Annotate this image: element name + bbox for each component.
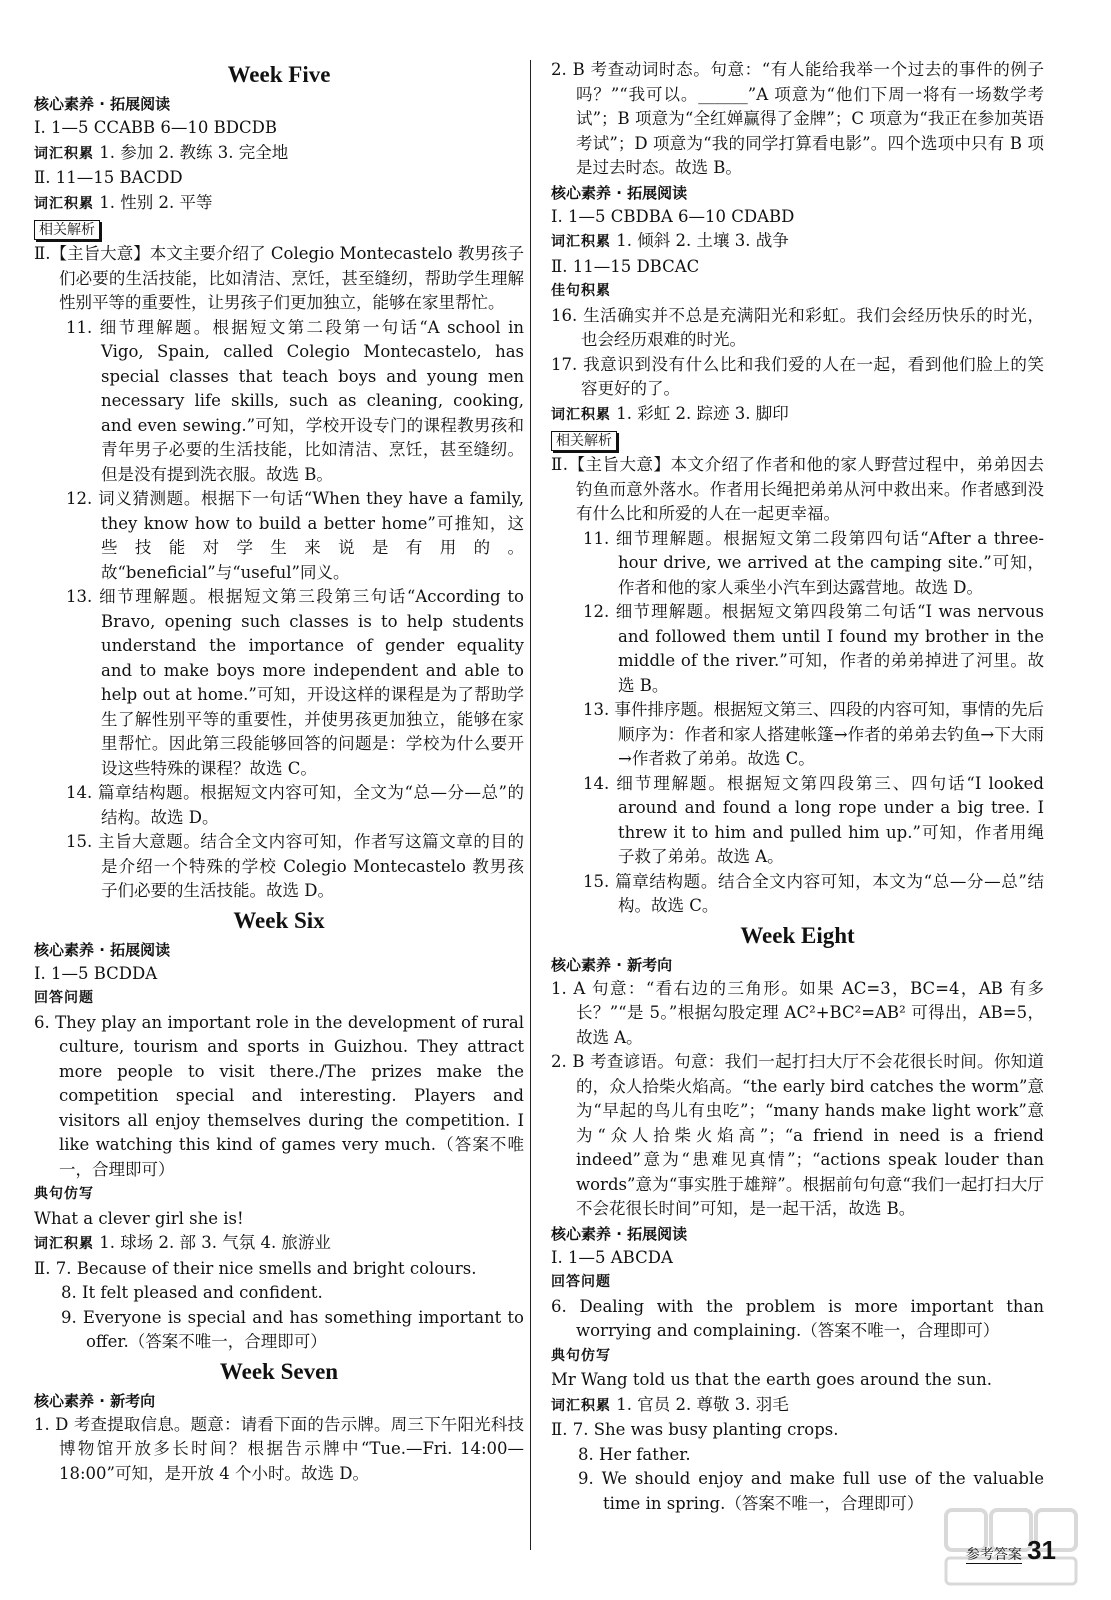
section-heading: 核心素养 · 拓展阅读 (551, 1224, 688, 1243)
explanation-item: 13. 细节理解题。根据短文第三段第三句话“According to Bravo, opening such classes is to help students understand the importance of gender equality and to make boys more independent and able to help out at home.”可知，开设这样的课程是为了帮助学生了解性别平等的重要性，并使男孩更加独立，能够在家里帮忙。因此第三段能够回答的问题是：学校为什么要开设这些特殊的课程？故选 C。 (66, 587, 524, 778)
vocab-label: 词汇积累 (551, 406, 611, 423)
answer-line: Ⅱ. 11—15 DBCAC (551, 256, 700, 276)
main-idea: Ⅱ.【主旨大意】本文介绍了作者和他的家人野营过程中，弟弟因去钓鱼而意外落水。作者用长绳把弟弟从河中救出来。作者感到没有什么比和所爱的人在一起更幸福。 (551, 455, 1044, 523)
subheading: 回答问题 (551, 1274, 611, 1290)
explanation-item: 11. 细节理解题。根据短文第二段第四句话“After a three-hour drive, we arrived at the camping site.”可知，作者和他的家人乘坐小汽车到达露营地。故选 D。 (583, 528, 1044, 597)
answer-item: 6. They play an important role in the development of rural culture, tourism and sports in Guizhou. They attract more people to visit there./The prizes make the competition special and interesting. Players and visitors all enjoy themselves during the competition. I like watching this kind of games very much.（答案不唯一，合理即可） (34, 1012, 524, 1179)
vocab-label: 词汇积累 (34, 145, 94, 162)
explanation-item: 13. 事件排序题。根据短文第三、四段的内容可知，事情的先后顺序为：作者和家人搭建帐篷→作者的弟弟去钓鱼→下大雨→作者救了弟弟。故选 C。 (583, 700, 1044, 768)
vocab-items: 1. 彩虹 2. 踪迹 3. 脚印 (611, 403, 789, 423)
column-divider (530, 60, 531, 1550)
vocab-items: 1. 球场 2. 部 3. 气氛 4. 旅游业 (94, 1233, 331, 1252)
answer-item: 9. Everyone is special and has something important to offer.（答案不唯一，合理即可） (61, 1307, 524, 1351)
page-footer (965, 1535, 1056, 1568)
main-idea: Ⅱ.【主旨大意】本文主要介绍了 Colegio Montecastelo 教男孩子们必要的生活技能，比如清洁、烹饪，甚至缝纫，帮助学生理解性别平等的重要性，让男孩子们更加独立，能够在家里帮忙。 (34, 244, 524, 312)
answer-item: 17. 我意识到没有什么比和我们爱的人在一起，看到他们脸上的笑容更好的了。 (551, 354, 1044, 398)
explanation-item: 15. 篇章结构题。结合全文内容可知，本文为“总—分—总”结构。故选 C。 (583, 871, 1044, 915)
answer-item: Ⅱ. 7. She was busy planting crops. (551, 1420, 839, 1439)
vocab-label: 词汇积累 (551, 234, 611, 250)
explanation-item: 12. 细节理解题。根据短文第四段第二句话“I was nervous and followed them until I found my brother in the middle of the river.”可知，作者的弟弟掉进了河里。故选 B。 (583, 602, 1044, 695)
section-heading: 核心素养 · 新考向 (551, 955, 673, 974)
subheading: 回答问题 (34, 990, 94, 1006)
subheading: 典句仿写 (34, 1186, 94, 1202)
footer-label: 参考答案 (965, 1547, 1022, 1563)
answer-line: Ⅰ. 1—5 ABCDA (551, 1247, 673, 1267)
week-five-title: Week Five (227, 62, 331, 87)
vocab-label: 词汇积累 (551, 1397, 611, 1414)
imitation-sentence: Mr Wang told us that the earth goes around the sun. (551, 1370, 992, 1389)
section-heading: 核心素养 · 拓展阅读 (34, 940, 171, 959)
vocab-items: 1. 参加 2. 教练 3. 完全地 (94, 142, 289, 162)
vocab-line (34, 191, 524, 217)
vocab-line (551, 229, 1044, 255)
vocab-items: 1. 倾斜 2. 土壤 3. 战争 (611, 231, 789, 250)
answer-item: 2. B 考查动词时态。句意：“有人能给我举一个过去的事件的例子吗？”“我可以。______”A 项意为“他们下周一将有一场数学考试”；B 项意为“全红婵赢得了金牌”；C 项意为“我正在参加英语考试”；D 项意为“我的同学打算看电影”。四个选项中只有 B 项是过去时态。故选 B。 (551, 60, 1044, 177)
explanation-item: 11. 细节理解题。根据短文第二段第一句话“A school in Vigo, Spain, called Colegio Montecastelo, has special classes that teach boys and young men necessary life skills, such as cleaning, cooking, and even sewing.”可知，学校开设专门的课程教男孩和青年男子必要的生活技能，比如清洁、烹饪，甚至缝纫。但是没有提到洗衣服。故选 B。 (66, 317, 524, 484)
analysis-tag: 相关解析 (34, 220, 100, 240)
analysis-tag: 相关解析 (551, 431, 617, 451)
vocab-label: 词汇积累 (34, 1236, 94, 1252)
answer-item: 8. It felt pleased and confident. (61, 1283, 323, 1302)
answer-item: 1. D 考查提取信息。题意：请看下面的告示牌。周三下午阳光科技博物馆开放多长时间？根据告示牌中“Tue.—Fri. 14:00—18:00”可知，是开放 4 个小时。故选 D。 (34, 1414, 524, 1483)
vocab-items: 1. 官员 2. 尊敬 3. 羽毛 (611, 1394, 789, 1414)
page-number: 31 (1027, 1535, 1056, 1565)
answer-item: 2. B 考查谚语。句意：我们一起打扫大厅不会花很长时间。你知道的，众人拾柴火焰高。“the early bird catches the worm”意为“早起的鸟儿有虫吃”；“many hands make light work”意为“众人拾柴火焰高”；“a friend in need is a friend indeed”意为“患难见真情”；“actions speak louder than words”意为“事实胜于雄辩”。根据前句句意“我们一起打扫大厅不会花很长时间”可知，是一起干活，故选 B。 (551, 1052, 1044, 1218)
vocab-line (34, 141, 524, 167)
vocab-line (34, 1231, 524, 1257)
week-seven-title: Week Seven (219, 1358, 339, 1384)
week-eight-title: Week Eight (740, 922, 855, 948)
explanation-item: 15. 主旨大意题。结合全文内容可知，作者写这篇文章的目的是介绍一个特殊的学校 Colegio Montecastelo 教男孩子们必要的生活技能。故选 D。 (66, 832, 524, 900)
answer-item: Ⅱ. 7. Because of their nice smells and bright colours. (34, 1258, 477, 1278)
vocab-line (551, 402, 1044, 428)
answer-item: 9. We should enjoy and make full use of the valuable time in spring.（答案不唯一，合理即可） (578, 1469, 1044, 1513)
answer-item: 1. A 句意：“看右边的三角形。如果 AC=3，BC=4，AB 有多长？”“是 5。”根据勾股定理 AC²+BC²=AB² 可得出，AB=5，故选 A。 (551, 978, 1044, 1047)
explanation-item: 12. 词义猜测题。根据下一句话“When they have a family, they know how to build a better home”可推知，这些技能对学生来说是有用的。故“beneficial”与“useful”同义。 (66, 489, 524, 582)
subheading: 佳句积累 (551, 283, 611, 299)
answer-line: Ⅱ. 11—15 BACDD (34, 168, 183, 187)
answer-item: 16. 生活确实并不总是充满阳光和彩虹。我们会经历快乐的时光，也会经历艰难的时光。 (551, 305, 1044, 349)
answer-line: Ⅰ. 1—5 CCABB 6—10 BDCDB (34, 118, 277, 137)
vocab-items: 1. 性别 2. 平等 (94, 192, 213, 212)
right-column (551, 58, 1044, 1516)
explanation-item: 14. 篇章结构题。根据短文内容可知，全文为“总—分—总”的结构。故选 D。 (66, 783, 524, 827)
left-column (34, 58, 524, 1486)
section-heading: 核心素养 · 拓展阅读 (551, 183, 688, 202)
section-heading: 核心素养 · 拓展阅读 (34, 95, 171, 113)
answer-line: Ⅰ. 1—5 CBDBA 6—10 CDABD (551, 206, 795, 226)
week-six-title: Week Six (233, 907, 325, 933)
answer-item: 8. Her father. (578, 1444, 691, 1464)
explanation-item: 14. 细节理解题。根据短文第四段第三、四句话“I looked around and found a long rope under a big tree. I threw it to him and pulled him up.”可知，作者用绳子救了弟弟。故选 A。 (583, 773, 1044, 866)
subheading: 典句仿写 (551, 1347, 611, 1364)
section-heading: 核心素养 · 新考向 (34, 1391, 156, 1410)
imitation-sentence: What a clever girl she is! (34, 1208, 244, 1228)
vocab-label: 词汇积累 (34, 195, 94, 212)
answer-item: 6. Dealing with the problem is more important than worrying and complaining.（答案不唯一，合理即可） (551, 1296, 1044, 1340)
vocab-line (551, 1393, 1044, 1419)
answer-line: Ⅰ. 1—5 BCDDA (34, 963, 158, 983)
